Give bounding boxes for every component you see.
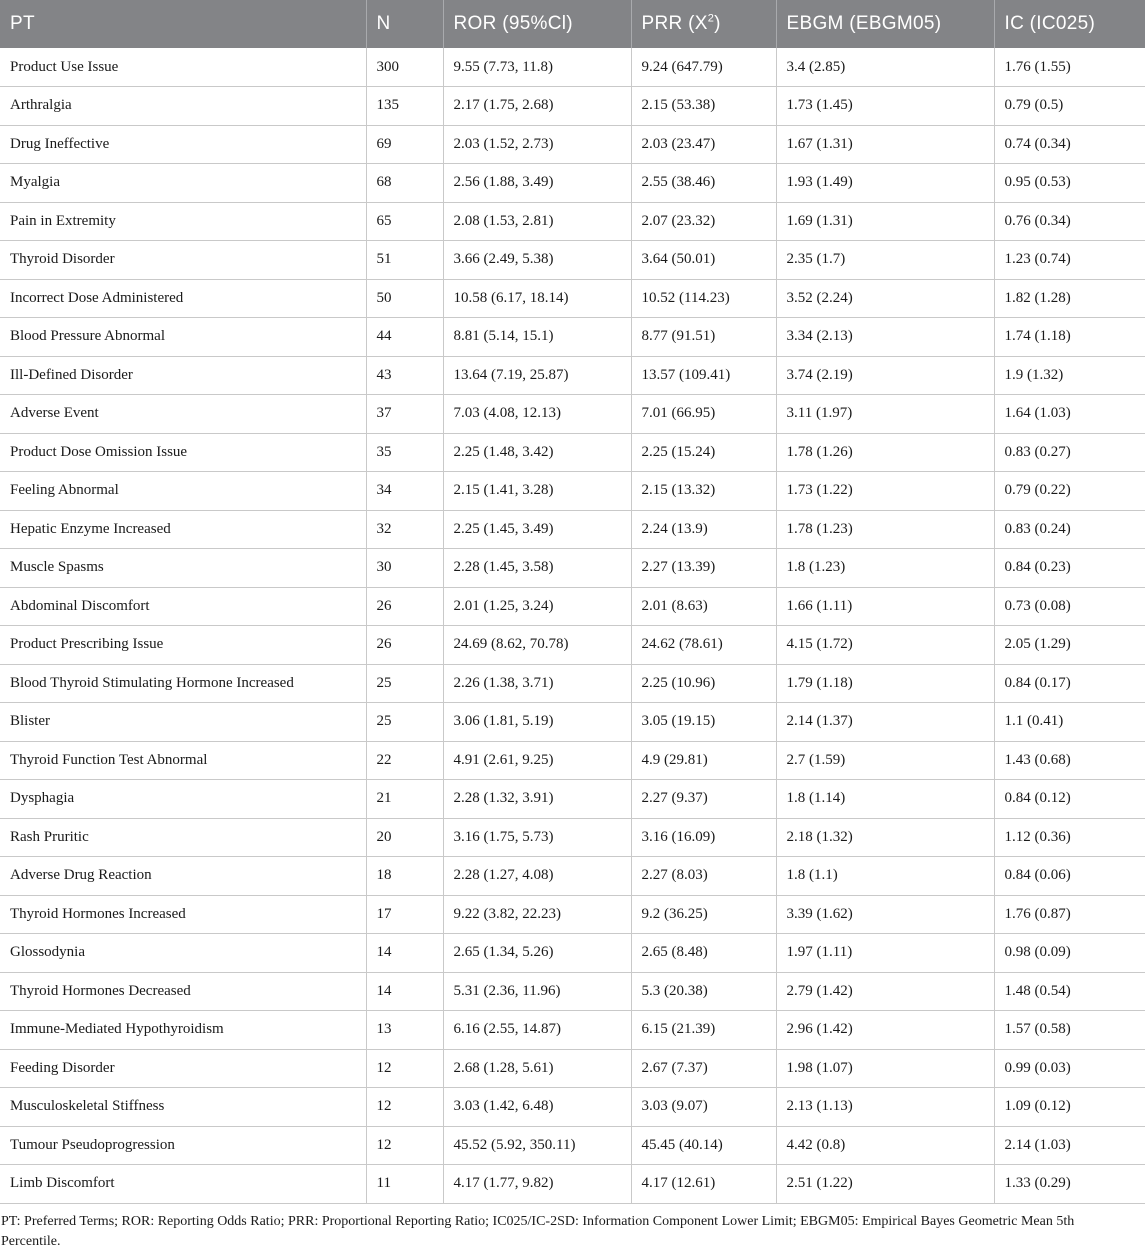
cell-ror: 9.22 (3.82, 22.23) — [443, 895, 631, 934]
cell-n: 135 — [366, 87, 443, 126]
header-prr-text: PRR (X — [641, 13, 708, 34]
cell-ic: 1.82 (1.28) — [994, 279, 1145, 318]
cell-pt: Abdominal Discomfort — [0, 587, 366, 626]
cell-prr: 5.3 (20.38) — [631, 972, 776, 1011]
cell-ror: 2.28 (1.32, 3.91) — [443, 780, 631, 819]
cell-prr: 2.03 (23.47) — [631, 125, 776, 164]
cell-ic: 0.74 (0.34) — [994, 125, 1145, 164]
cell-ebgm: 1.8 (1.23) — [776, 549, 994, 588]
cell-ebgm: 2.7 (1.59) — [776, 741, 994, 780]
cell-ebgm: 1.8 (1.14) — [776, 780, 994, 819]
header-prr-superscript: 2 — [707, 12, 715, 25]
cell-n: 68 — [366, 164, 443, 203]
cell-n: 50 — [366, 279, 443, 318]
table-header — [0, 0, 1145, 48]
cell-ror: 2.08 (1.53, 2.81) — [443, 202, 631, 241]
cell-n: 22 — [366, 741, 443, 780]
table-row — [0, 433, 1145, 472]
cell-ebgm: 4.42 (0.8) — [776, 1126, 994, 1165]
cell-ic: 0.84 (0.12) — [994, 780, 1145, 819]
cell-prr: 8.77 (91.51) — [631, 318, 776, 357]
cell-prr: 7.01 (66.95) — [631, 395, 776, 434]
header-ic: IC (IC025) — [994, 0, 1145, 48]
cell-ebgm: 1.97 (1.11) — [776, 934, 994, 973]
cell-n: 300 — [366, 48, 443, 87]
table-row — [0, 549, 1145, 588]
cell-n: 14 — [366, 934, 443, 973]
cell-pt: Thyroid Disorder — [0, 241, 366, 280]
cell-ror: 8.81 (5.14, 15.1) — [443, 318, 631, 357]
cell-pt: Blister — [0, 703, 366, 742]
table-row — [0, 356, 1145, 395]
cell-ebgm: 2.79 (1.42) — [776, 972, 994, 1011]
header-prr — [631, 0, 776, 48]
cell-ror: 2.65 (1.34, 5.26) — [443, 934, 631, 973]
cell-ror: 2.17 (1.75, 2.68) — [443, 87, 631, 126]
cell-ebgm: 3.11 (1.97) — [776, 395, 994, 434]
table-row — [0, 125, 1145, 164]
cell-ic: 1.23 (0.74) — [994, 241, 1145, 280]
cell-ror: 3.66 (2.49, 5.38) — [443, 241, 631, 280]
cell-ror: 4.91 (2.61, 9.25) — [443, 741, 631, 780]
table-row — [0, 741, 1145, 780]
header-ror: ROR (95%Cl) — [443, 0, 631, 48]
table-row — [0, 279, 1145, 318]
cell-prr: 2.07 (23.32) — [631, 202, 776, 241]
cell-ebgm: 3.4 (2.85) — [776, 48, 994, 87]
cell-ror: 3.16 (1.75, 5.73) — [443, 818, 631, 857]
cell-n: 43 — [366, 356, 443, 395]
cell-ebgm: 4.15 (1.72) — [776, 626, 994, 665]
cell-pt: Immune-Mediated Hypothyroidism — [0, 1011, 366, 1050]
cell-ic: 0.83 (0.27) — [994, 433, 1145, 472]
cell-n: 69 — [366, 125, 443, 164]
cell-ic: 0.84 (0.06) — [994, 857, 1145, 896]
cell-n: 26 — [366, 587, 443, 626]
table-row — [0, 87, 1145, 126]
cell-pt: Product Use Issue — [0, 48, 366, 87]
cell-ror: 2.28 (1.27, 4.08) — [443, 857, 631, 896]
cell-prr: 3.05 (19.15) — [631, 703, 776, 742]
cell-ror: 2.68 (1.28, 5.61) — [443, 1049, 631, 1088]
cell-ic: 2.14 (1.03) — [994, 1126, 1145, 1165]
cell-n: 12 — [366, 1049, 443, 1088]
cell-prr: 2.24 (13.9) — [631, 510, 776, 549]
cell-ic: 0.76 (0.34) — [994, 202, 1145, 241]
cell-ic: 1.12 (0.36) — [994, 818, 1145, 857]
cell-n: 34 — [366, 472, 443, 511]
cell-prr: 2.01 (8.63) — [631, 587, 776, 626]
cell-n: 25 — [366, 664, 443, 703]
cell-pt: Thyroid Hormones Decreased — [0, 972, 366, 1011]
table-row — [0, 972, 1145, 1011]
cell-ic: 1.76 (0.87) — [994, 895, 1145, 934]
table-row — [0, 1126, 1145, 1165]
cell-ebgm: 1.73 (1.45) — [776, 87, 994, 126]
table-footnote: PT: Preferred Terms; ROR: Reporting Odds Ratio; PRR: Proportional Reporting Ratio; IC025/IC-2SD: Information Component Lower Limit; EBGM05: Empirical Bayes Geometric Mean 5th Percentile. — [1, 1213, 1075, 1249]
table-row — [0, 934, 1145, 973]
table-row — [0, 1011, 1145, 1050]
cell-prr: 2.25 (15.24) — [631, 433, 776, 472]
cell-ebgm: 3.34 (2.13) — [776, 318, 994, 357]
cell-pt: Hepatic Enzyme Increased — [0, 510, 366, 549]
table-row — [0, 780, 1145, 819]
cell-ror: 2.28 (1.45, 3.58) — [443, 549, 631, 588]
cell-n: 21 — [366, 780, 443, 819]
cell-prr: 2.67 (7.37) — [631, 1049, 776, 1088]
cell-prr: 13.57 (109.41) — [631, 356, 776, 395]
table-row — [0, 472, 1145, 511]
cell-ebgm: 2.51 (1.22) — [776, 1165, 994, 1204]
cell-prr: 2.15 (53.38) — [631, 87, 776, 126]
cell-ebgm: 1.66 (1.11) — [776, 587, 994, 626]
cell-ror: 7.03 (4.08, 12.13) — [443, 395, 631, 434]
cell-pt: Feeling Abnormal — [0, 472, 366, 511]
cell-ebgm: 1.98 (1.07) — [776, 1049, 994, 1088]
cell-prr: 2.27 (9.37) — [631, 780, 776, 819]
cell-ebgm: 1.79 (1.18) — [776, 664, 994, 703]
table-row — [0, 664, 1145, 703]
cell-n: 12 — [366, 1088, 443, 1127]
cell-pt: Pain in Extremity — [0, 202, 366, 241]
cell-ebgm: 2.35 (1.7) — [776, 241, 994, 280]
cell-pt: Product Prescribing Issue — [0, 626, 366, 665]
cell-ebgm: 1.69 (1.31) — [776, 202, 994, 241]
cell-prr: 10.52 (114.23) — [631, 279, 776, 318]
cell-ebgm: 1.78 (1.23) — [776, 510, 994, 549]
cell-ic: 1.09 (0.12) — [994, 1088, 1145, 1127]
cell-prr: 2.25 (10.96) — [631, 664, 776, 703]
cell-prr: 9.2 (36.25) — [631, 895, 776, 934]
cell-ror: 2.01 (1.25, 3.24) — [443, 587, 631, 626]
cell-ic: 0.95 (0.53) — [994, 164, 1145, 203]
cell-prr: 3.64 (50.01) — [631, 241, 776, 280]
cell-ic: 1.33 (0.29) — [994, 1165, 1145, 1204]
table-row — [0, 164, 1145, 203]
cell-pt: Muscle Spasms — [0, 549, 366, 588]
cell-pt: Incorrect Dose Administered — [0, 279, 366, 318]
cell-prr: 9.24 (647.79) — [631, 48, 776, 87]
cell-prr: 2.15 (13.32) — [631, 472, 776, 511]
cell-ebgm: 1.78 (1.26) — [776, 433, 994, 472]
cell-prr: 2.27 (13.39) — [631, 549, 776, 588]
table-body — [0, 48, 1145, 1203]
cell-ic: 1.43 (0.68) — [994, 741, 1145, 780]
cell-ic: 0.73 (0.08) — [994, 587, 1145, 626]
table-row — [0, 1088, 1145, 1127]
header-row — [0, 0, 1145, 48]
cell-pt: Adverse Event — [0, 395, 366, 434]
cell-pt: Feeding Disorder — [0, 1049, 366, 1088]
header-prr-close: ) — [714, 13, 721, 34]
table-row — [0, 1049, 1145, 1088]
table-row — [0, 48, 1145, 87]
cell-prr: 2.65 (8.48) — [631, 934, 776, 973]
table-row — [0, 895, 1145, 934]
cell-pt: Tumour Pseudoprogression — [0, 1126, 366, 1165]
cell-ic: 1.76 (1.55) — [994, 48, 1145, 87]
cell-ebgm: 1.73 (1.22) — [776, 472, 994, 511]
cell-n: 30 — [366, 549, 443, 588]
header-pt: PT — [0, 0, 366, 48]
cell-ror: 5.31 (2.36, 11.96) — [443, 972, 631, 1011]
cell-ror: 2.56 (1.88, 3.49) — [443, 164, 631, 203]
cell-ebgm: 1.67 (1.31) — [776, 125, 994, 164]
cell-prr: 2.55 (38.46) — [631, 164, 776, 203]
cell-ebgm: 3.52 (2.24) — [776, 279, 994, 318]
cell-ic: 1.48 (0.54) — [994, 972, 1145, 1011]
cell-prr: 45.45 (40.14) — [631, 1126, 776, 1165]
cell-ic: 1.1 (0.41) — [994, 703, 1145, 742]
cell-n: 37 — [366, 395, 443, 434]
table-row — [0, 318, 1145, 357]
cell-pt: Rash Pruritic — [0, 818, 366, 857]
cell-prr: 4.9 (29.81) — [631, 741, 776, 780]
cell-pt: Blood Pressure Abnormal — [0, 318, 366, 357]
cell-ic: 0.99 (0.03) — [994, 1049, 1145, 1088]
cell-ic: 0.79 (0.5) — [994, 87, 1145, 126]
cell-n: 18 — [366, 857, 443, 896]
cell-ebgm: 2.13 (1.13) — [776, 1088, 994, 1127]
cell-ic: 1.9 (1.32) — [994, 356, 1145, 395]
cell-prr: 6.15 (21.39) — [631, 1011, 776, 1050]
cell-n: 25 — [366, 703, 443, 742]
cell-ic: 0.98 (0.09) — [994, 934, 1145, 973]
cell-ror: 6.16 (2.55, 14.87) — [443, 1011, 631, 1050]
cell-pt: Limb Discomfort — [0, 1165, 366, 1204]
cell-pt: Product Dose Omission Issue — [0, 433, 366, 472]
cell-ic: 1.74 (1.18) — [994, 318, 1145, 357]
cell-n: 11 — [366, 1165, 443, 1204]
cell-n: 44 — [366, 318, 443, 357]
cell-ror: 2.03 (1.52, 2.73) — [443, 125, 631, 164]
cell-ror: 2.15 (1.41, 3.28) — [443, 472, 631, 511]
cell-ic: 0.84 (0.17) — [994, 664, 1145, 703]
cell-ic: 2.05 (1.29) — [994, 626, 1145, 665]
table-row — [0, 202, 1145, 241]
cell-prr: 4.17 (12.61) — [631, 1165, 776, 1204]
cell-ebgm: 2.14 (1.37) — [776, 703, 994, 742]
cell-ebgm: 3.74 (2.19) — [776, 356, 994, 395]
cell-ic: 1.64 (1.03) — [994, 395, 1145, 434]
cell-ebgm: 2.18 (1.32) — [776, 818, 994, 857]
cell-n: 13 — [366, 1011, 443, 1050]
cell-pt: Adverse Drug Reaction — [0, 857, 366, 896]
cell-ror: 10.58 (6.17, 18.14) — [443, 279, 631, 318]
cell-n: 26 — [366, 626, 443, 665]
cell-prr: 3.16 (16.09) — [631, 818, 776, 857]
cell-pt: Ill-Defined Disorder — [0, 356, 366, 395]
cell-pt: Myalgia — [0, 164, 366, 203]
cell-n: 20 — [366, 818, 443, 857]
cell-n: 32 — [366, 510, 443, 549]
cell-ebgm: 3.39 (1.62) — [776, 895, 994, 934]
cell-ic: 0.79 (0.22) — [994, 472, 1145, 511]
cell-pt: Glossodynia — [0, 934, 366, 973]
cell-ror: 4.17 (1.77, 9.82) — [443, 1165, 631, 1204]
table-row — [0, 1165, 1145, 1204]
cell-prr: 24.62 (78.61) — [631, 626, 776, 665]
cell-n: 12 — [366, 1126, 443, 1165]
cell-ic: 1.57 (0.58) — [994, 1011, 1145, 1050]
table-row — [0, 587, 1145, 626]
cell-n: 65 — [366, 202, 443, 241]
cell-ror: 45.52 (5.92, 350.11) — [443, 1126, 631, 1165]
table-row — [0, 818, 1145, 857]
table-row — [0, 626, 1145, 665]
table-row — [0, 510, 1145, 549]
header-ebgm: EBGM (EBGM05) — [776, 0, 994, 48]
header-n: N — [366, 0, 443, 48]
cell-n: 51 — [366, 241, 443, 280]
cell-pt: Arthralgia — [0, 87, 366, 126]
cell-ic: 0.84 (0.23) — [994, 549, 1145, 588]
cell-prr: 3.03 (9.07) — [631, 1088, 776, 1127]
cell-pt: Dysphagia — [0, 780, 366, 819]
cell-ebgm: 1.8 (1.1) — [776, 857, 994, 896]
cell-pt: Thyroid Hormones Increased — [0, 895, 366, 934]
table-row — [0, 703, 1145, 742]
cell-ror: 2.25 (1.48, 3.42) — [443, 433, 631, 472]
cell-ror: 24.69 (8.62, 70.78) — [443, 626, 631, 665]
table-row — [0, 857, 1145, 896]
cell-pt: Musculoskeletal Stiffness — [0, 1088, 366, 1127]
cell-ror: 3.06 (1.81, 5.19) — [443, 703, 631, 742]
cell-ror: 2.26 (1.38, 3.71) — [443, 664, 631, 703]
table-row — [0, 241, 1145, 280]
cell-prr: 2.27 (8.03) — [631, 857, 776, 896]
cell-ror: 3.03 (1.42, 6.48) — [443, 1088, 631, 1127]
cell-ror: 9.55 (7.73, 11.8) — [443, 48, 631, 87]
cell-n: 35 — [366, 433, 443, 472]
table-row — [0, 395, 1145, 434]
cell-ror: 2.25 (1.45, 3.49) — [443, 510, 631, 549]
cell-n: 14 — [366, 972, 443, 1011]
cell-ic: 0.83 (0.24) — [994, 510, 1145, 549]
cell-ebgm: 2.96 (1.42) — [776, 1011, 994, 1050]
cell-pt: Thyroid Function Test Abnormal — [0, 741, 366, 780]
cell-n: 17 — [366, 895, 443, 934]
cell-pt: Blood Thyroid Stimulating Hormone Increased — [0, 664, 366, 703]
cell-pt: Drug Ineffective — [0, 125, 366, 164]
cell-ror: 13.64 (7.19, 25.87) — [443, 356, 631, 395]
cell-ebgm: 1.93 (1.49) — [776, 164, 994, 203]
